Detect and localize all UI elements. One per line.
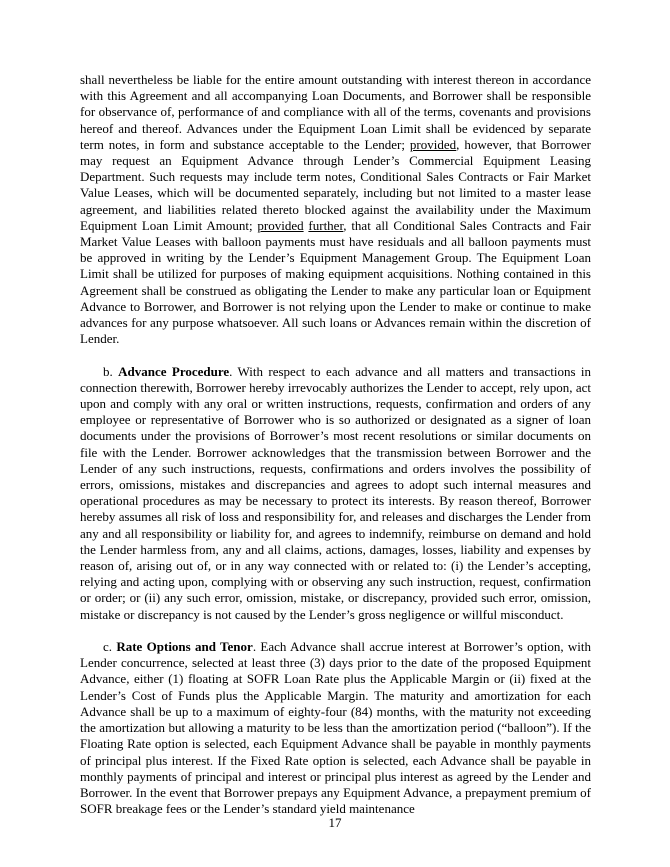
underlined-term-further: further [308, 217, 344, 233]
section-b-advance-procedure [80, 364, 591, 623]
paragraph-text: , however, that Borrower may request an Equipment Advance through Lender’s Commercial Equipment Leasing Department. Such requests may include term notes, Conditional Sales Contracts or Fair Market Value Leases, which will be documented separately, including but not limited to a master lease agreement, and liabilities related thereto blocked against the availability under the Maximum Equipment Loan Limit Amount; [80, 136, 592, 233]
section-text: . Each Advance shall accrue interest at Borrower’s option, with Lender concurrence, selected at least three (3) days prior to the date of the proposed Equipment Advance, either (1) floating at SOFR Loan Rate plus the Applicable Margin or (ii) fixed at the Lender’s Cost of Funds plus the Applicable Margin. The maturity and amortization for each Advance shall be up to a maximum of eighty-four (84) months, with the maturity not exceeding the amortization but allowing a maturity to be less than the amortization period (“balloon”). If the Floating Rate option is selected, each Equipment Advance shall be payable in monthly payments of principal plus interest. If the Fixed Rate option is selected, each Advance shall be payable in monthly payments of principal and interest or principal plus interest as agreed by the Lender and Borrower. In the event that Borrower prepays any Equipment Advance, a prepayment premium of SOFR breakage fees or the Lender’s standard yield maintenance [80, 639, 591, 817]
section-heading: Rate Options and Tenor [116, 639, 253, 655]
section-label: b. [103, 363, 119, 379]
paragraph-text: shall nevertheless be liable for the entire amount outstanding with interest thereon in accordance with this Agreement and all accompanying Loan Documents, and Borrower shall be responsible for observance of, performance of and compliance with all of the terms, covenants and provisions hereof and thereof. Advances under the Equipment Loan Limit shall be evidenced by separate term notes, in form and substance acceptable to the Lender; [80, 72, 591, 152]
section-c-rate-options-and-tenor [80, 639, 591, 817]
section-label: c. [103, 639, 117, 655]
underlined-term-provided: provided [409, 136, 457, 152]
paragraph-equipment-loan-limit [80, 72, 591, 347]
section-heading: Advance Procedure [118, 363, 230, 379]
section-text: . With respect to each advance and all matters and transactions in connection therewith, Borrower hereby irrevocably authorizes the Lender to accept, rely upon, act upon and comply with any oral or written instructions, requests, confirmation and orders of any employee or representative of Borrower who is so authorized or designated as a signer of loan documents under the provisions of Borrower’s most recent resolutions or similar documents on file with the Lender. Borrower acknowledges that the transmission between Borrower and the Lender of any such instructions, requests, confirmations and orders involves the possibility of errors, omissions, mistakes and discrepancies and agrees to adopt such internal measures and operational procedures as may be necessary to protect its interests. By reason thereof, Borrower hereby assumes all risk of loss and responsibility for, and releases and discharges the Lender from any and all responsibility or liability for, and agrees to indemnify, reimburse on demand and hold the Lender harmless from, any and all claims, actions, damages, losses, liability and expenses by reason of, arising out of, or in any way connected with or related to: (i) the Lender’s accepting, relying and acting upon, complying with or observing any such instruction, request, confirmation or order; or (ii) any such error, omission, mistake, or discrepancy, provided such error, omission, mistake or discrepancy is not caused by the Lender’s gross negligence or willful misconduct. [80, 363, 592, 622]
underlined-term-provided: provided [257, 217, 304, 233]
document-body [80, 72, 591, 834]
page-number: 17 [328, 815, 342, 830]
paragraph-text: , that all Conditional Sales Contracts and Fair Market Value Leases with balloon payments must have residuals and all balloon payments must be approved in writing by the Lender’s Equipment Management Group. The Equipment Loan Limit shall be utilized for purposes of making equipment acquisitions. Nothing contained in this Agreement shall be construed as obligating the Lender to make any particular loan or Equipment Advance to Borrower, and Borrower is not relying upon the Lender to make or continue to make advances for any purpose whatsoever. All such loans or Advances remain within the discretion of Lender. [80, 217, 591, 347]
